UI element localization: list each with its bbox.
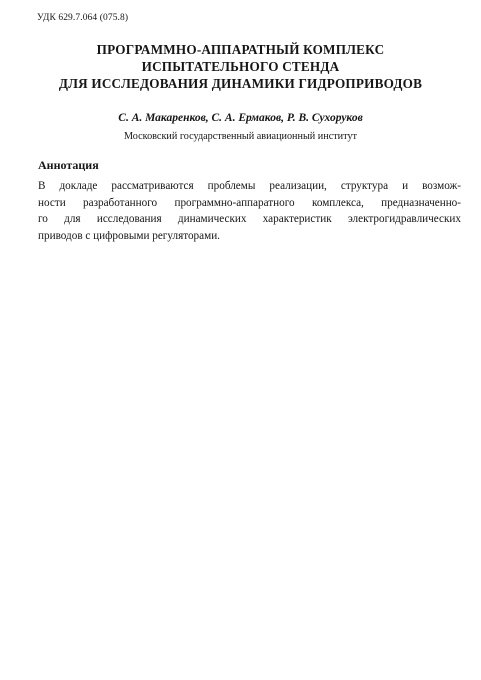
abstract-line: приводов с цифровыми регуляторами. (38, 229, 220, 242)
authors: С. А. Макаренков, С. А. Ермаков, Р. В. Сухоруков (118, 112, 363, 124)
affiliation: Московский государственный авиационный институт (123, 131, 358, 142)
udc-code: УДК 629.7.064 (075.8) (37, 13, 129, 23)
paper-title (20, 41, 461, 92)
abstract-heading: Аннотация (38, 158, 99, 172)
abstract-line: го для исследования динамических характеристик электрогидравлических (38, 213, 461, 226)
title-line-2: ИСПЫТАТЕЛЬНОГО СТЕНДА (141, 59, 340, 74)
abstract-body (38, 178, 461, 244)
title-line-1: ПРОГРАММНО-АППАРАТНЫЙ КОМПЛЕКС (96, 42, 385, 57)
title-line-3: ДЛЯ ИССЛЕДОВАНИЯ ДИНАМИКИ ГИДРОПРИВОДОВ (58, 76, 423, 91)
abstract-line: В докладе рассматриваются проблемы реализации, структура и возмож- (38, 180, 461, 192)
abstract-line: ности разработанного программно-аппаратного комплекса, предназначенно- (38, 196, 461, 209)
